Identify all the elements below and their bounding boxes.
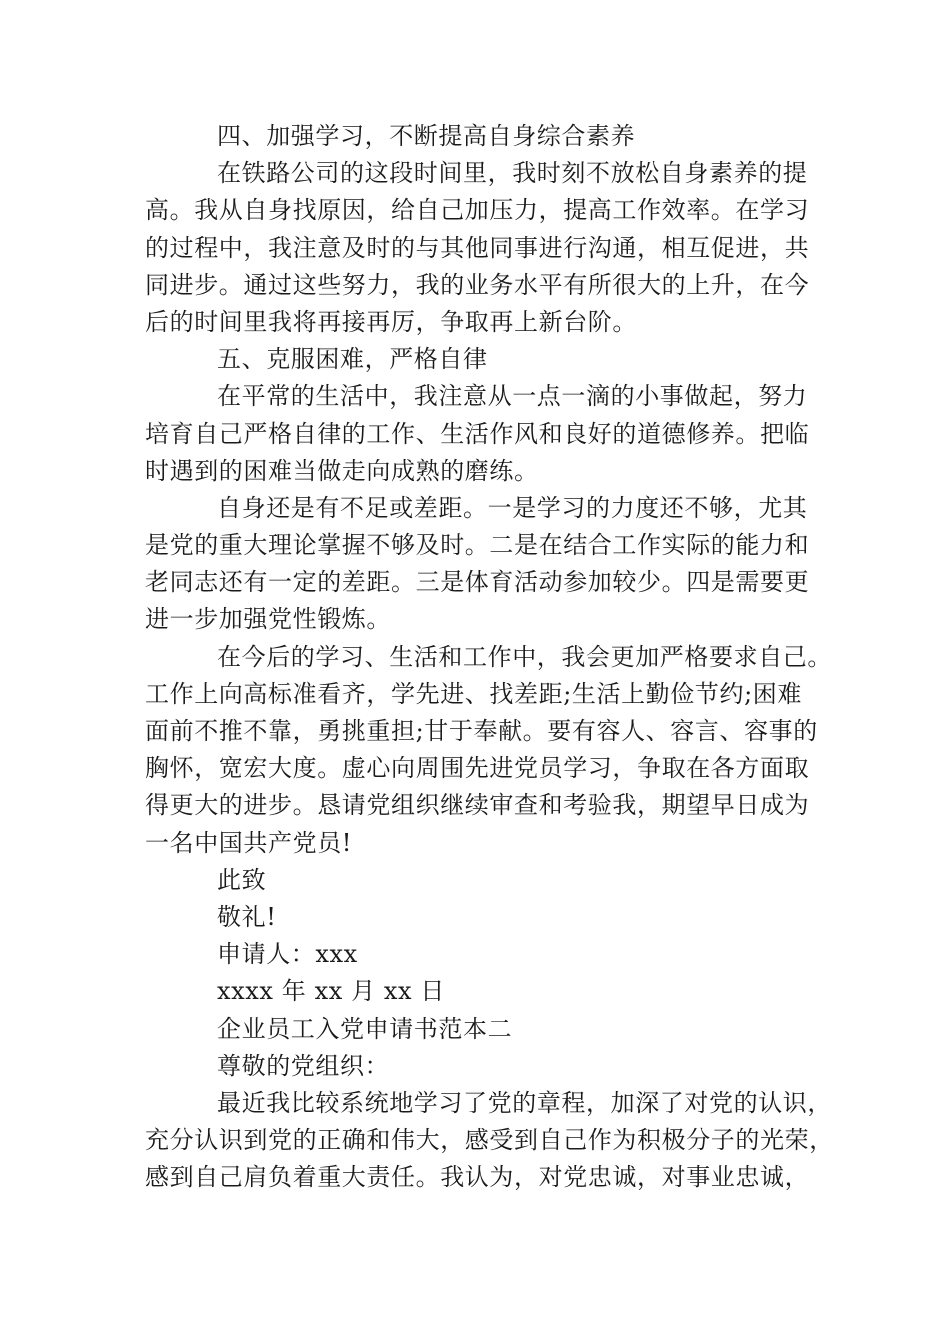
text-line: 申请人：xxx [217,940,358,969]
text-line: 企业员工入党申请书范本二 [217,1014,513,1043]
text-line: 此致 [217,865,267,894]
text-line: 自身还是有不足或差距。一是学习的力度还不够，尤其 [217,493,808,522]
text-line: 得更大的进步。恳请党组织继续审查和考验我，期望早日成为 [145,791,810,820]
text-line: 工作上向高标准看齐，学先进、找差距;生活上勤俭节约;困难 [145,679,802,708]
text-line: 老同志还有一定的差距。三是体育活动参加较少。四是需要更 [145,568,810,597]
text-line: 进一步加强党性锻炼。 [145,605,391,634]
text-line: 充分认识到党的正确和伟大，感受到自己作为积极分子的光荣， [145,1126,834,1155]
text-line: 敬礼! [217,902,277,931]
text-line: 培育自己严格自律的工作、生活作风和良好的道德修养。把临 [145,419,810,448]
text-line: 同进步。通过这些努力，我的业务水平有所很大的上升，在今 [145,270,810,299]
text-line: 在平常的生活中，我注意从一点一滴的小事做起，努力 [217,382,808,411]
text-line: 胸怀，宽宏大度。虚心向周围先进党员学习，争取在各方面取 [145,754,810,783]
text-line: 是党的重大理论掌握不够及时。二是在结合工作实际的能力和 [145,531,810,560]
text-line: 高。我从自身找原因，给自己加压力，提高工作效率。在学习 [145,196,810,225]
text-line: 的过程中，我注意及时的与其他同事进行沟通，相互促进，共 [145,233,810,262]
text-line: 面前不推不靠，勇挑重担;甘于奉献。要有容人、容言、容事的 [145,717,818,745]
text-line: 最近我比较系统地学习了党的章程，加深了对党的认识， [217,1088,832,1117]
text-line: 尊敬的党组织： [217,1051,390,1080]
text-line: xxxx 年 xx 月 xx 日 [217,977,446,1006]
text-line: 在铁路公司的这段时间里，我时刻不放松自身素养的提 [217,159,808,188]
text-line: 四、加强学习，不断提高自身综合素养 [217,122,636,150]
text-line: 在今后的学习、生活和工作中，我会更加严格要求自己。 [217,642,832,671]
text-line: 时遇到的困难当做走向成熟的磨练。 [145,456,539,485]
text-line: 感到自己肩负着重大责任。我认为，对党忠诚，对事业忠诚， [145,1163,810,1192]
text-line: 五、克服困难，严格自律 [217,345,488,374]
text-line: 后的时间里我将再接再厉，争取再上新台阶。 [145,307,637,336]
text-line: 一名中国共产党员! [145,828,353,857]
document-body [145,118,834,1196]
